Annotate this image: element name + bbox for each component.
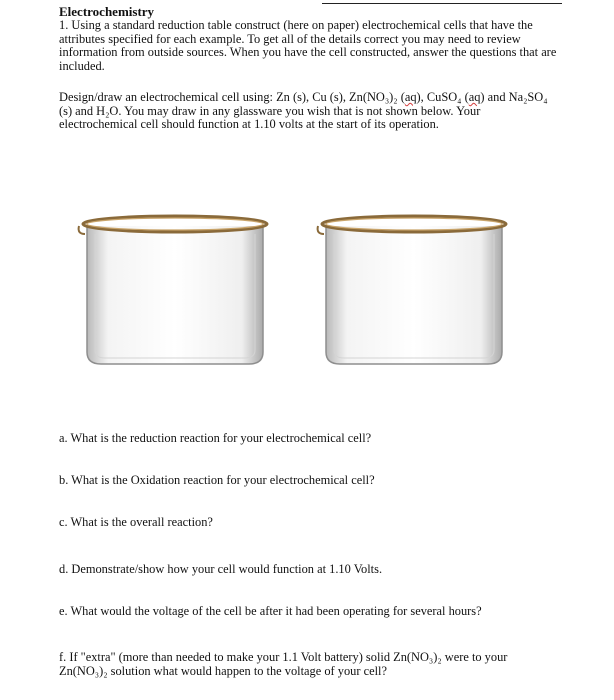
question-e: e. What would the voltage of the cell be after it had been operating for several hours? [59, 604, 482, 618]
design-paragraph [59, 91, 559, 132]
question-c: c. What is the overall reaction? [59, 515, 213, 529]
question-f: f. If "extra" (more than needed to make your 1.1 Volt battery) solid Zn(NO₃)₂ were to your Zn(NO₃)₂ solution what would happen to the voltage of your cell? [59, 650, 508, 678]
question-d: d. Demonstrate/show how your cell would function at 1.10 Volts. [59, 562, 383, 576]
page-title: Electrochemistry [59, 4, 155, 19]
question-b: b. What is the Oxidation reaction for your electrochemical cell? [59, 473, 375, 487]
beaker-icon [314, 212, 514, 372]
intro-paragraph: 1. Using a standard reduction table construct (here on paper) electrochemical cells that have the attributes specified for each example. To get all of the details correct you may need to review information from outside sources. When you have the cell constructed, answer the questions that are included. [59, 18, 557, 73]
design-text-end: ) and Na₂SO₄ (s) and H₂O. You may draw in any glassware you wish that is not shown below. Your electrochemical cell should function at 1.10 volts at the start of its operation. [59, 90, 548, 132]
beaker-area [0, 200, 614, 380]
aq-spelling-flag-1: aq [404, 90, 417, 104]
design-text-middle: ), CuSO₄ ( [416, 90, 469, 104]
aq-spelling-flag-2: aq [468, 90, 481, 104]
beaker-icon [75, 212, 275, 372]
question-a: a. What is the reduction reaction for your electrochemical cell? [59, 431, 372, 445]
design-text-start: Design/draw an electrochemical cell using: Zn (s), Cu (s), Zn(NO₃)₂ ( [59, 90, 405, 104]
name-blank-line [322, 3, 562, 4]
